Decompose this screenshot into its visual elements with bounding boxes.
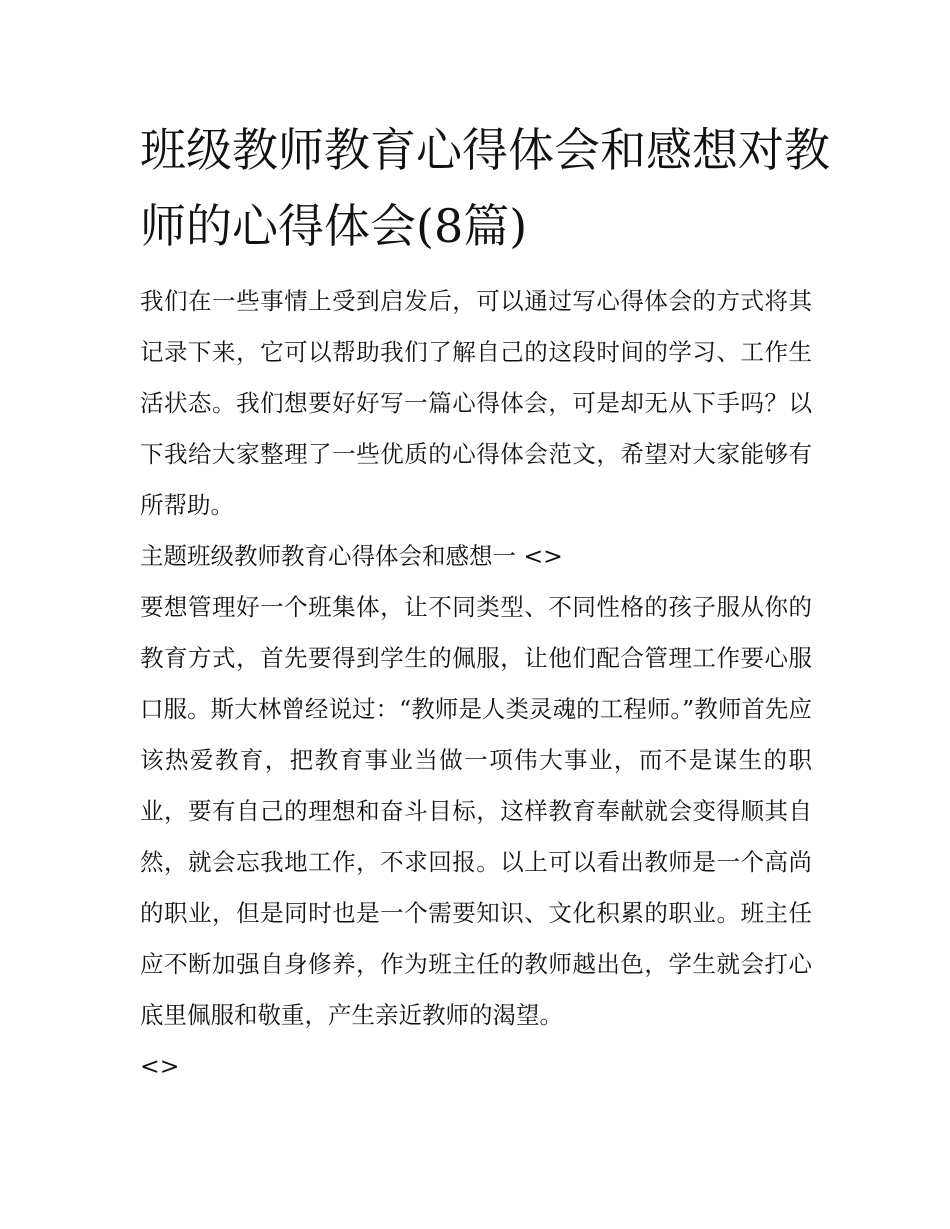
tail-marker: <> (140, 1052, 180, 1080)
section-heading: 主题班级教师教育心得体会和感想一 <> (140, 542, 563, 570)
section-body-paragraph: 要想管理好一个班集体，让不同类型、不同性格的孩子服从你的教育方式，首先要得到学生的佩服，让他们配合管理工作要心服口服。斯大林曾经说过：“教师是人类灵魂的工程师。”教师首先应该热爱教育，把教育事业当做一项伟大事业，而不是谋生的职业，要有自己的理想和奋斗目标，这样教育奉献就会变得顺其自然，就会忘我地工作，不求回报。以上可以看出教师是一个高尚的职业，但是同时也是一个需要知识、文化积累的职业。班主任应不断加强自身修养，作为班主任的教师越出色，学生就会打心底里佩服和敬重，产生亲近教师的渴望。 (140, 593, 812, 1029)
intro-paragraph: 我们在一些事情上受到启发后，可以通过写心得体会的方式将其记录下来，它可以帮助我们了解自己的这段时间的学习、工作生活状态。我们想要好好写一篇心得体会，可是却无从下手吗？以下我给大家整理了一些优质的心得体会范文，希望对大家能够有所帮助。 (140, 287, 812, 519)
document-title: 班级教师教育心得体会和感想对教师的心得体会(8篇) (140, 123, 830, 253)
